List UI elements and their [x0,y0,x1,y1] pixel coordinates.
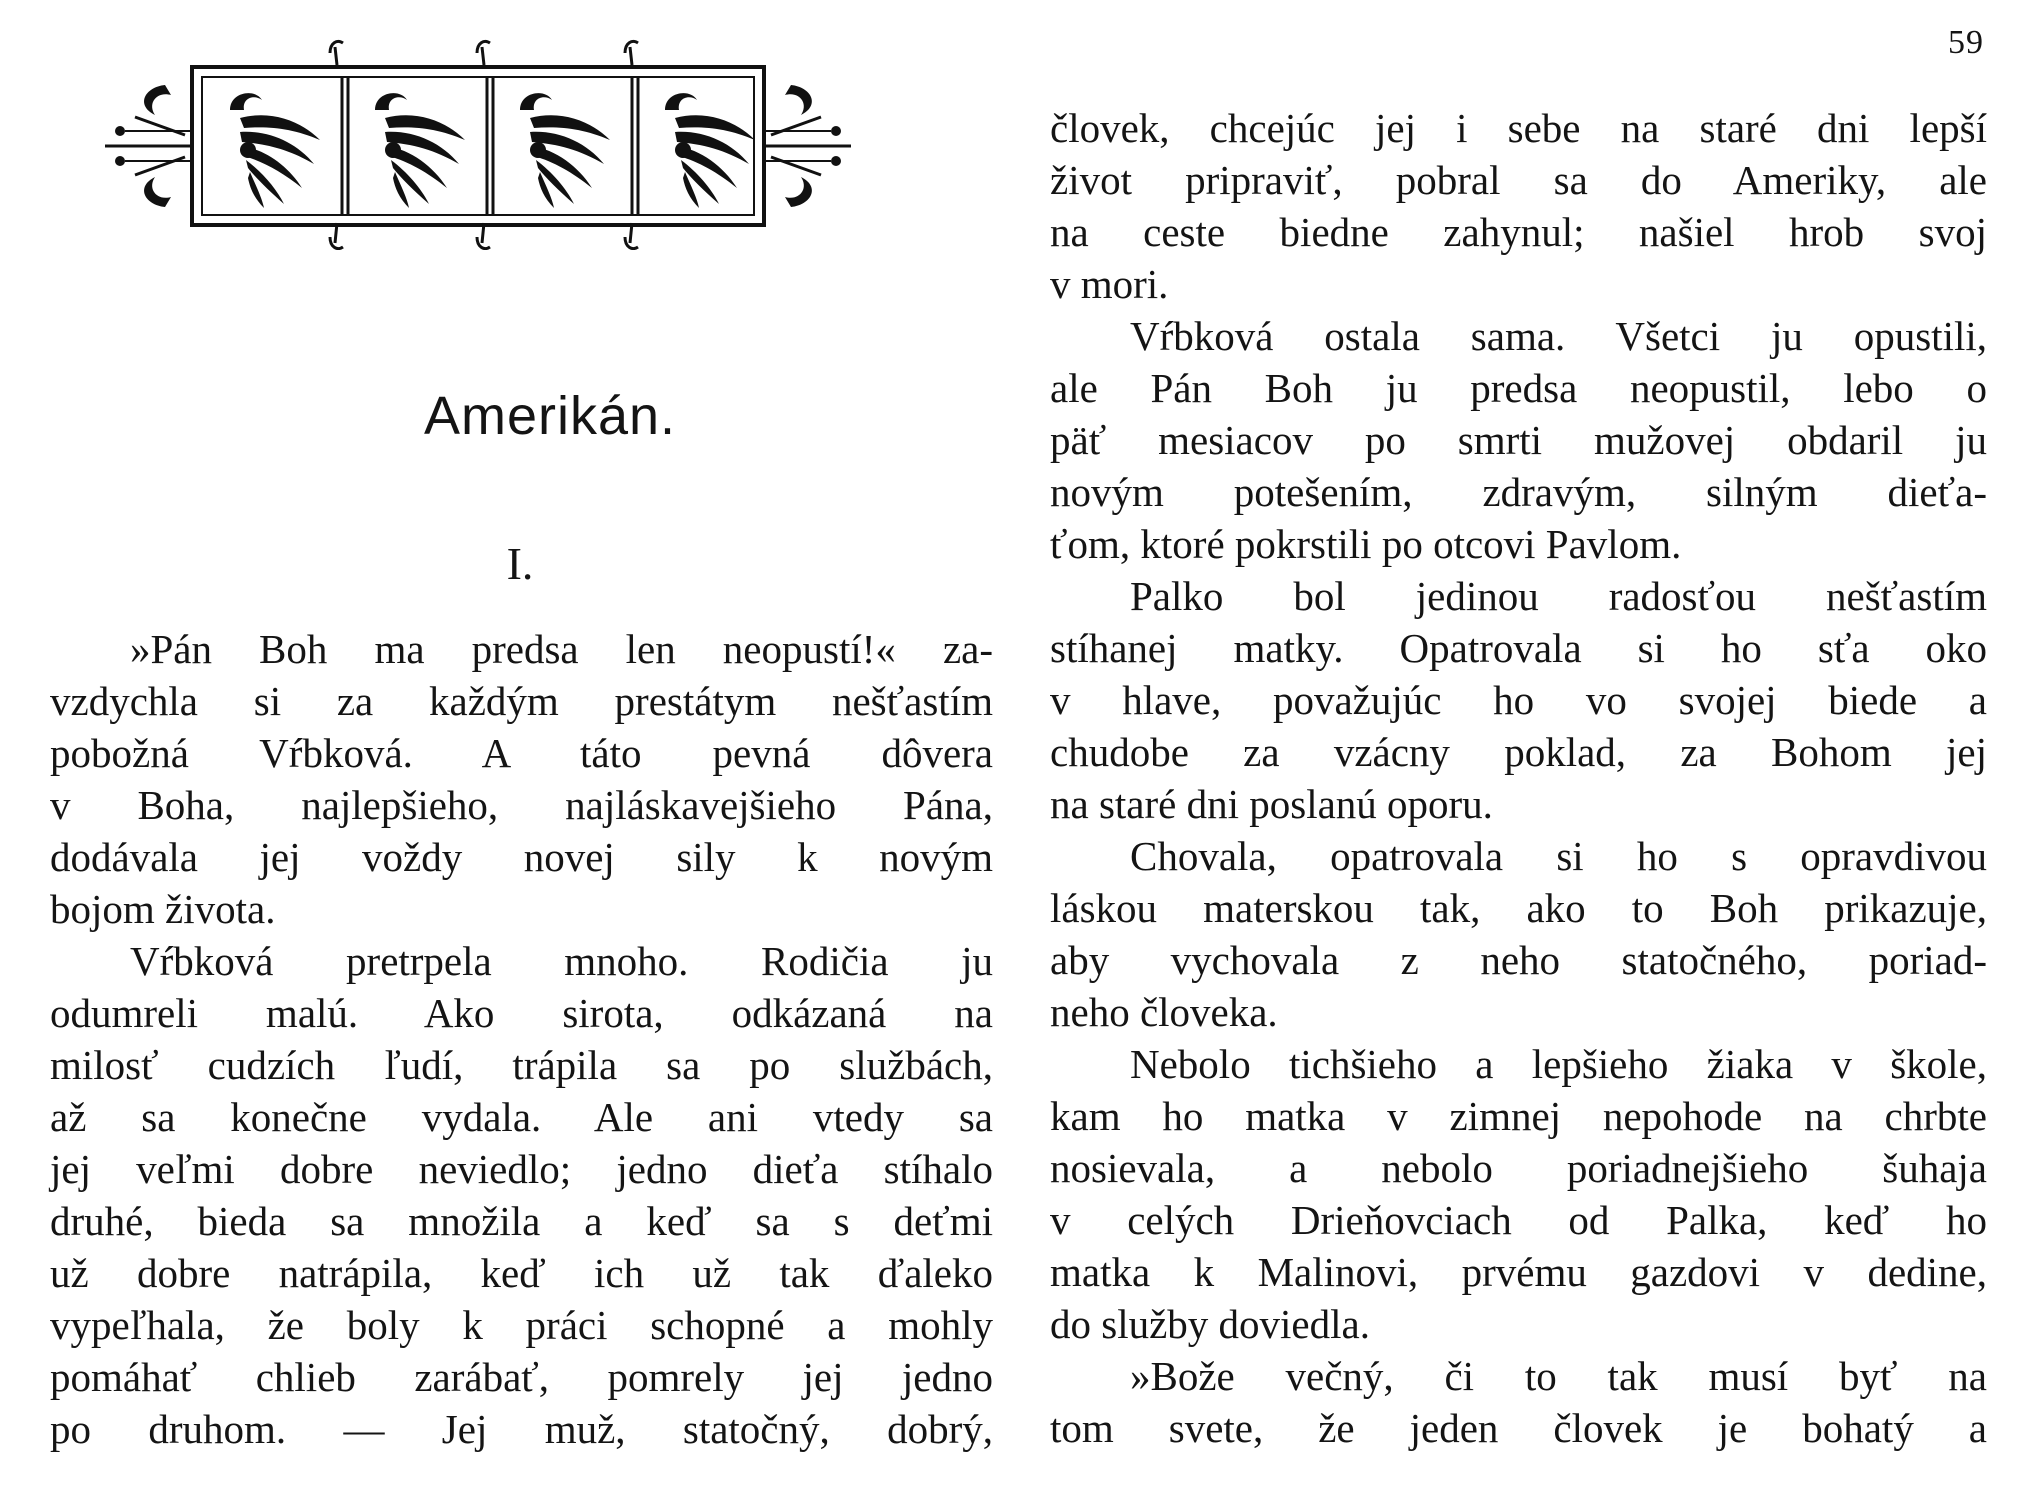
text-line: pobožná Vŕbková. A táto pevná dôvera [50,730,993,776]
text-line: v hlave, považujúc ho vo svojej biede a [1050,677,1987,723]
text-line: človek, chcejúc jej i sebe na staré dni lepší [1050,105,1987,151]
text-line: tom svete, že jeden človek je bohatý a [1050,1405,1987,1451]
text-line: kam ho matka v zimnej nepohode na chrbte [1050,1093,1987,1139]
text-line: život pripraviť, pobral sa do Ameriky, ale [1050,157,1987,203]
text-line: až sa konečne vydala. Ale ani vtedy sa [50,1094,993,1140]
text-line: Palko bol jedinou radosťou nešťastím [1130,573,1987,619]
text-line: po druhom. — Jej muž, statočný, dobrý, [50,1406,993,1452]
text-line: »Pán Boh ma predsa len neopustí!« za- [130,626,993,672]
text-line: bojom života. [50,886,276,932]
text-line: stíhanej matky. Opatrovala si ho sťa oko [1050,625,1987,671]
text-line: matka k Malinovi, prvému gazdovi v dedine, [1050,1249,1987,1295]
text-line: nosievala, a nebolo poriadnejšieho šuhaja [1050,1145,1987,1191]
text-line: vypeľhala, že boly k práci schopné a mohly [50,1302,993,1348]
text-line: na ceste biedne zahynul; našiel hrob svoj [1050,209,1987,255]
text-line: druhé, bieda sa množila a keď sa s deťmi [50,1198,993,1244]
text-line: chudobe za vzácny poklad, za Bohom jej [1050,729,1987,775]
text-line: láskou materskou tak, ako to Boh prikazuje, [1050,885,1987,931]
text-line: Nebolo tichšieho a lepšieho žiaka v škole, [1130,1041,1987,1087]
text-line: v celých Drieňovciach od Palka, keď ho [1050,1197,1987,1243]
text-line: už dobre natrápila, keď ich už tak ďaleko [50,1250,993,1296]
text-line: neho človeka. [1050,989,1278,1035]
text-line: v mori. [1050,261,1169,307]
text-line: do služby doviedla. [1050,1301,1370,1347]
text-line: pomáhať chlieb zarábať, pomrely jej jedno [50,1354,993,1400]
text-line: milosť cudzích ľudí, trápila sa po službách, [50,1042,993,1088]
text-line: aby vychovala z neho statočného, poriad- [1050,937,1987,983]
left-text-column [50,623,993,1455]
text-line: ale Pán Boh ju predsa neopustil, lebo o [1050,365,1987,411]
text-line: päť mesiacov po smrti mužovej obdaril ju [1050,417,1987,463]
text-line: Chovala, opatrovala si ho s opravdivou [1130,833,1987,879]
text-line: v Boha, najlepšieho, najláskavejšieho Pána, [50,782,993,828]
story-title: Amerikán. [423,386,677,446]
chapter-number: I. [506,538,534,589]
text-line: Vŕbková pretrpela mnoho. Rodičia ju [130,938,993,984]
text-line: dodávala jej voždy novej sily k novým [50,834,993,880]
text-line: odumreli malú. Ako sirota, odkázaná na [50,990,993,1036]
text-line: »Bože večný, či to tak musí byť na [1130,1353,1987,1399]
text-line: novým potešením, zdravým, silným dieťa- [1050,469,1987,515]
text-line: Vŕbková ostala sama. Všetci ju opustili, [1130,313,1987,359]
text-line: jej veľmi dobre neviedlo; jedno dieťa stíhalo [50,1146,993,1192]
page-number: 59 [1948,24,1984,61]
right-text-column [1050,102,1987,1454]
text-line: vzdychla si za každým prestátym nešťastím [50,678,993,724]
text-line: ťom, ktoré pokrstili po otcovi Pavlom. [1050,521,1682,567]
decorative-header-ornament [105,25,935,250]
text-line: na staré dni poslanú oporu. [1050,781,1493,827]
